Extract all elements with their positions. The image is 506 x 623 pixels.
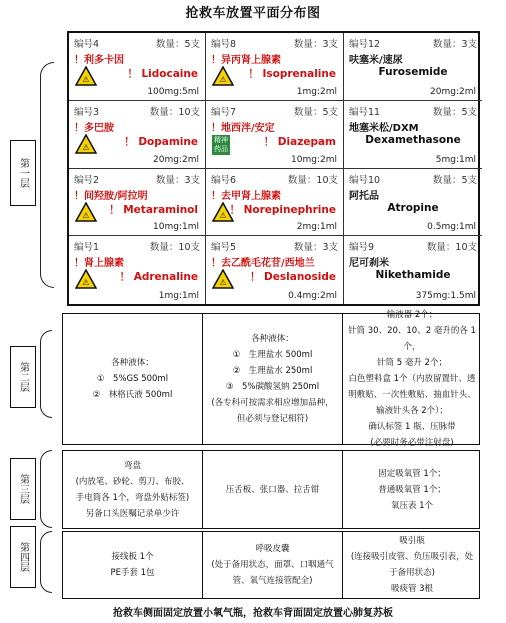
item-line: 管、氧气连接管配全) [232, 576, 313, 586]
drug-spec: 1mg:1ml [158, 291, 199, 301]
item-line: 明敷贴、一次性敷贴、抽血针头、 [348, 390, 476, 400]
layer4-label-text: 第四层 [17, 542, 29, 572]
drug-quantity: 数量：3支 [293, 242, 338, 254]
drug-spec: 5mg:1ml [435, 154, 476, 165]
layer2-col-1 [63, 314, 203, 444]
layer2-panel [62, 310, 480, 448]
drug-number: 编号7 [211, 106, 237, 118]
layer4-brace [40, 531, 52, 593]
svg-text:⚠: ⚠ [219, 210, 227, 220]
drug-en-name: ！ Metaraminol [109, 203, 198, 216]
svg-text:⚠: ⚠ [82, 142, 90, 152]
drug-cn-name: 呋塞米/速尿 [349, 55, 403, 66]
drug-en-name: ！ Lidocaine [127, 68, 198, 80]
psychotropic-badge-icon: 精神药品 [214, 135, 228, 153]
warning-icon [75, 202, 97, 222]
item-line: (各专科可按需求相应增加品种， [211, 398, 334, 408]
warning-icon [75, 269, 97, 289]
item-line: 接线板 1个 [111, 552, 154, 562]
item-line: 针筒 5 毫升 2个； [377, 358, 447, 368]
drug-cn-name: ！地西泮/安定 [211, 122, 275, 134]
drug-cn-name: 尼可刹米 [349, 258, 389, 270]
item-line: (内放笔、砂轮、剪刀、布胶、 [75, 476, 190, 487]
drug-cn-name: 阿托品 [349, 190, 379, 202]
item-line: 手电筒各 1个，弯盘外贴标签) [75, 492, 190, 503]
drug-number: 编号4 [74, 39, 100, 50]
layer4-panel [62, 531, 480, 599]
svg-text:⚠: ⚠ [219, 75, 227, 84]
drug-cell [69, 101, 206, 169]
drug-number: 编号11 [349, 106, 381, 118]
svg-text:⚠: ⚠ [82, 75, 90, 84]
item-line: 但必须与登记相符) [236, 414, 309, 424]
drug-number: 编号8 [211, 39, 237, 50]
drug-number: 编号2 [74, 174, 100, 186]
drug-en-name: ！ Isoprenaline [248, 68, 336, 80]
page-title: 抢救车放置平面分布图 [185, 6, 321, 21]
drug-quantity: 数量：5支 [432, 174, 477, 186]
drug-cell [206, 236, 344, 304]
layer4-col-1 [63, 532, 203, 598]
layer1-brace [40, 62, 54, 288]
drug-quantity: 数量：5支 [155, 39, 200, 50]
drug-cn-name: ！多巴胺 [74, 122, 114, 134]
drug-cell [344, 33, 482, 101]
layer1-label [10, 140, 36, 206]
layer1-label-text: 第一层 [17, 158, 29, 188]
drug-drawer-grid [67, 31, 480, 306]
layer3-brace [40, 450, 52, 528]
drug-cn-name: ！去乙酰毛花苷/西地兰 [211, 258, 315, 270]
drug-number: 编号5 [211, 242, 237, 254]
drug-spec: 10mg:2ml [291, 154, 337, 165]
item-line: ① 5%GS 500ml [96, 374, 169, 384]
layer3-col-3 [343, 451, 481, 528]
drug-spec: 2mg:1ml [296, 222, 337, 233]
item-line: 吸引瓶 [399, 536, 425, 546]
layer4-col-3 [343, 532, 481, 598]
layer2-col-3 [343, 310, 481, 448]
drug-spec: 0.4mg:2ml [288, 291, 337, 301]
drug-en-name: Furosemide [378, 66, 448, 78]
drug-cell [344, 169, 482, 237]
item-line: PE手套 1包 [110, 568, 155, 578]
svg-text:⚠: ⚠ [82, 210, 90, 220]
layer3-col-1 [63, 451, 203, 528]
layer2-label [10, 346, 36, 408]
drug-cn-name: ！利多卡因 [74, 55, 124, 66]
drug-number: 编号3 [74, 106, 100, 118]
drug-cell [206, 101, 344, 169]
drug-number: 编号6 [211, 174, 237, 186]
item-line: 呼吸皮囊 [255, 544, 290, 554]
drug-number: 编号12 [349, 39, 381, 50]
drug-spec: 20mg:2ml [430, 86, 476, 97]
warning-icon [75, 66, 97, 86]
item-line: ③ 5%碳酸氢钠 250ml [225, 382, 320, 392]
drug-number: 编号1 [74, 242, 100, 254]
item-line: ② 林格氏液 500ml [92, 390, 173, 400]
layer4-label [10, 526, 36, 588]
item-line: ② 生理盐水 250ml [232, 366, 313, 376]
drug-number: 编号10 [349, 174, 381, 186]
drug-cn-name: ！异丙肾上腺素 [211, 55, 281, 66]
drug-cn-name: ！间羟胺/阿拉明 [74, 190, 148, 202]
drug-en-name: ！ Diazepam [263, 135, 336, 148]
item-line: (处于备用状态，面罩、口咽通气 [211, 560, 334, 570]
drug-en-name: Nikethamide [375, 269, 451, 282]
drug-en-name: ！ Deslanoside [249, 271, 336, 284]
layer2-brace [40, 330, 52, 418]
drug-en-name: Atropine [387, 201, 439, 214]
drug-quantity: 数量：10支 [149, 106, 200, 118]
drug-quantity: 数量：10支 [426, 242, 477, 254]
item-line: ① 生理盐水 500ml [232, 350, 313, 360]
drug-spec: 375mg:1.5ml [415, 291, 476, 301]
drug-cn-name: ！肾上腺素 [74, 258, 124, 270]
drug-cell [69, 169, 206, 237]
item-line: 另备口头医嘱记录单少许 [85, 508, 180, 519]
drug-spec: 20mg:2ml [153, 154, 199, 165]
item-line: 压舌板、张口器、拉舌钳 [225, 484, 320, 495]
layer3-col-2 [203, 451, 343, 528]
drug-quantity: 数量：3支 [432, 39, 477, 50]
layer3-label [10, 458, 36, 520]
drug-cell [206, 169, 344, 237]
item-line: 氧压表 1个 [390, 500, 434, 511]
drug-quantity: 数量：3支 [155, 174, 200, 186]
item-line: 吸痰管 3根 [390, 584, 434, 594]
item-line: 针筒 30、20、10、2 毫升的各 1个， [348, 326, 476, 352]
drug-cell [69, 33, 206, 101]
layer3-label-text: 第三层 [17, 474, 29, 504]
svg-text:⚠: ⚠ [82, 278, 90, 288]
item-line: 于备用状态) [389, 568, 435, 578]
item-line: 弯盘 [123, 460, 141, 471]
item-line: 白色塑料盒 1个（内放留置针、透 [348, 374, 476, 384]
drug-cell [206, 33, 344, 101]
item-line: 各种液体： [111, 358, 154, 368]
drug-cn-name: ！去甲肾上腺素 [211, 190, 281, 202]
item-line: (必要时务必带注射盘) [370, 438, 454, 448]
drug-cell [69, 236, 206, 304]
drug-spec: 1mg:2ml [296, 86, 337, 97]
drug-en-name: ！ Dopamine [124, 135, 198, 148]
drug-spec: 0.5mg:1ml [427, 222, 476, 233]
item-line: 输液针头各 2个）； [376, 406, 448, 416]
item-line: (连接吸引皮管、负压吸引表，处 [350, 552, 474, 562]
drug-quantity: 数量：10支 [287, 174, 338, 186]
drug-cell [344, 236, 482, 304]
drug-cell [344, 101, 482, 169]
item-line: 输液器 2个； [386, 310, 438, 320]
drug-en-name: ！ Norepinephrine [229, 203, 336, 216]
drug-quantity: 数量：5支 [293, 106, 338, 118]
footer-note: 抢救车侧面固定放置小氧气瓶，抢救车背面固定放置心肺复苏板 [113, 608, 393, 619]
drug-en-name: ！ Adrenaline [119, 271, 198, 284]
drug-quantity: 数量：10支 [149, 242, 200, 254]
drug-cn-name: 地塞米松/DXM [349, 122, 419, 134]
item-line: 各种液体： [251, 334, 294, 344]
item-line: 固定吸氧管 1个； [378, 468, 446, 479]
drug-quantity: 数量：3支 [293, 39, 338, 50]
layer3-panel [62, 450, 480, 529]
warning-icon [212, 269, 234, 289]
drug-spec: 100mg:5ml [147, 86, 199, 97]
warning-icon [75, 134, 97, 154]
warning-icon [212, 66, 234, 86]
layer4-col-2 [203, 532, 343, 598]
drug-quantity: 数量：5支 [432, 106, 477, 118]
layer2-label-text: 第二层 [17, 362, 29, 392]
item-line: 确认标签 1 瓶、压脉带 [368, 422, 456, 432]
drug-en-name: Dexamethasone [365, 133, 461, 146]
drug-spec: 10mg:1ml [153, 222, 199, 233]
svg-text:⚠: ⚠ [219, 278, 227, 288]
item-line: 普通吸氧管 1个； [378, 484, 446, 495]
layer2-col-2 [203, 314, 343, 444]
drug-number: 编号9 [349, 242, 375, 254]
